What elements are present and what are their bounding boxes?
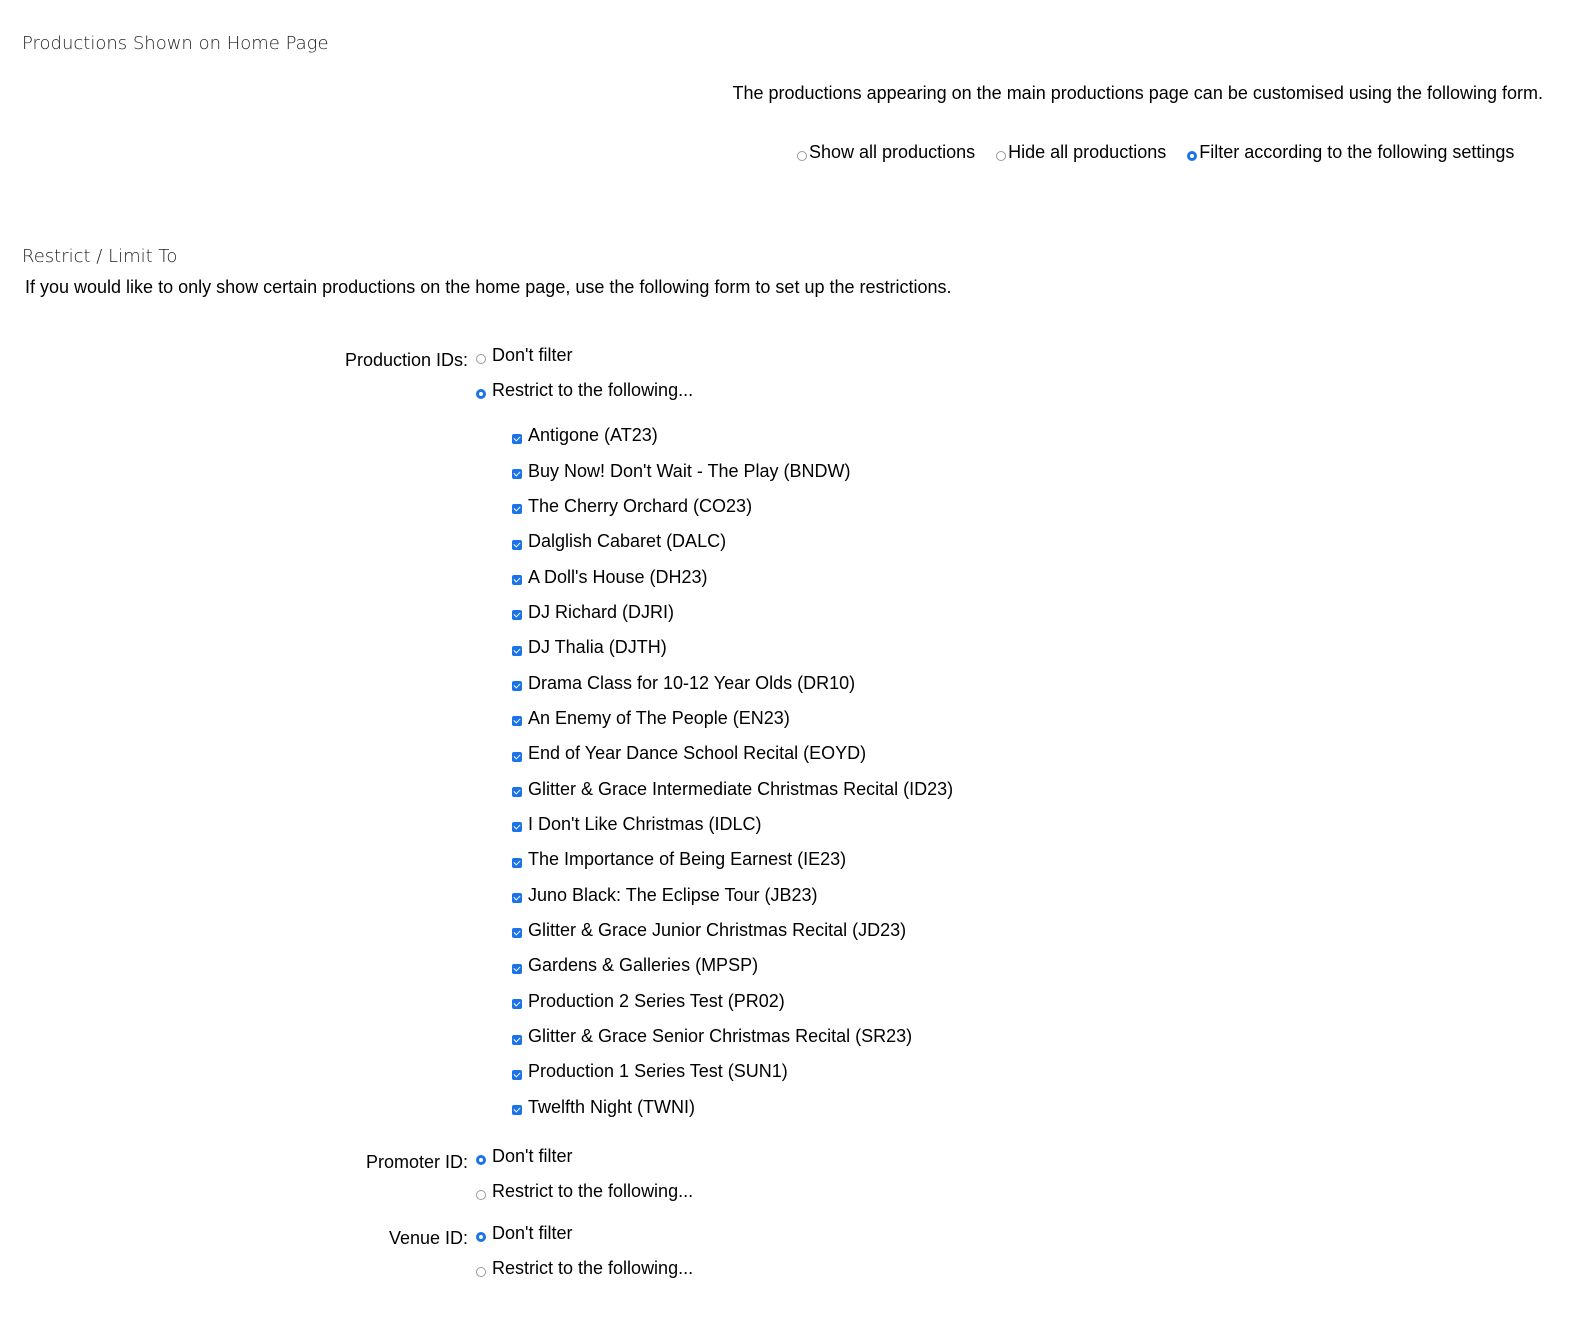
production-label: Buy Now! Don't Wait - The Play (BNDW) [528, 460, 851, 481]
production-ids-dont-filter-radio[interactable] [476, 354, 486, 364]
list-item[interactable] [512, 630, 953, 665]
filter-settings-option[interactable] [1187, 142, 1514, 163]
production-checkbox[interactable] [512, 575, 522, 585]
filter-settings-label: Filter according to the following settings [1199, 142, 1515, 162]
venue-id-dont-filter-option[interactable] [476, 1223, 572, 1244]
list-item[interactable] [512, 948, 953, 983]
list-item[interactable] [512, 807, 953, 842]
production-label: Dalglish Cabaret (DALC) [528, 531, 727, 552]
hide-all-radio[interactable] [996, 151, 1006, 161]
list-item[interactable] [512, 701, 953, 736]
list-item[interactable] [512, 984, 953, 1019]
production-label: Juno Black: The Eclipse Tour (JB23) [528, 884, 818, 905]
promoter-id-label: Promoter ID: [365, 1152, 468, 1172]
production-label: I Don't Like Christmas (IDLC) [528, 813, 762, 834]
list-item[interactable] [512, 1054, 953, 1089]
list-item[interactable] [512, 842, 953, 877]
list-item[interactable] [512, 595, 953, 630]
production-checkbox[interactable] [512, 469, 522, 479]
production-checkbox[interactable] [512, 646, 522, 656]
production-label: Drama Class for 10-12 Year Olds (DR10) [528, 672, 856, 693]
production-checkbox[interactable] [512, 787, 522, 797]
list-item[interactable] [512, 877, 953, 912]
production-checkbox[interactable] [512, 610, 522, 620]
section-title-productions-shown: Productions Shown on Home Page [22, 33, 329, 54]
production-ids-label: Production IDs: [344, 350, 468, 370]
production-ids-restrict-radio[interactable] [476, 389, 486, 399]
list-item[interactable] [512, 1019, 953, 1054]
production-checkbox[interactable] [512, 822, 522, 832]
production-label: The Importance of Being Earnest (IE23) [528, 849, 847, 870]
list-item[interactable] [512, 418, 953, 453]
production-checkbox[interactable] [512, 681, 522, 691]
promoter-id-restrict-option[interactable] [476, 1181, 693, 1202]
production-label: The Cherry Orchard (CO23) [528, 495, 753, 516]
production-checkbox[interactable] [512, 1070, 522, 1080]
promoter-id-restrict-label: Restrict to the following... [492, 1181, 694, 1201]
production-ids-restrict-option[interactable] [476, 380, 693, 401]
list-item[interactable] [512, 913, 953, 948]
production-label: Production 2 Series Test (PR02) [528, 990, 785, 1011]
show-all-label: Show all productions [809, 142, 976, 162]
production-ids-restrict-label: Restrict to the following... [492, 380, 694, 400]
list-item[interactable] [512, 736, 953, 771]
production-ids-dont-filter-option[interactable] [476, 345, 572, 366]
promoter-id-dont-filter-radio[interactable] [476, 1155, 486, 1165]
production-label: Glitter & Grace Junior Christmas Recital (JD23) [528, 919, 907, 940]
production-checkbox[interactable] [512, 752, 522, 762]
production-checkbox[interactable] [512, 504, 522, 514]
production-checkbox[interactable] [512, 893, 522, 903]
section-title-restrict: Restrict / Limit To [22, 246, 178, 267]
list-item[interactable] [512, 665, 953, 700]
restrict-description: If you would like to only show certain productions on the home page, use the following form to set up the restrictions. [25, 277, 952, 297]
production-checkbox[interactable] [512, 964, 522, 974]
list-item[interactable] [512, 1090, 953, 1125]
production-checkbox[interactable] [512, 540, 522, 550]
list-item[interactable] [512, 524, 953, 559]
venue-id-restrict-radio[interactable] [476, 1267, 486, 1277]
list-item[interactable] [512, 771, 953, 806]
promoter-id-restrict-radio[interactable] [476, 1190, 486, 1200]
list-item[interactable] [512, 559, 953, 594]
filter-settings-radio[interactable] [1187, 151, 1197, 161]
promoter-id-dont-filter-label: Don't filter [492, 1146, 573, 1166]
show-all-productions-option[interactable] [797, 142, 975, 163]
production-label: Production 1 Series Test (SUN1) [528, 1061, 788, 1082]
production-label: End of Year Dance School Recital (EOYD) [528, 743, 867, 764]
production-checkbox[interactable] [512, 1105, 522, 1115]
production-checkbox[interactable] [512, 1035, 522, 1045]
production-label: Twelfth Night (TWNI) [528, 1096, 696, 1117]
venue-id-restrict-label: Restrict to the following... [492, 1258, 694, 1278]
production-label: DJ Richard (DJRI) [528, 601, 675, 622]
production-checkbox[interactable] [512, 999, 522, 1009]
production-checkbox[interactable] [512, 858, 522, 868]
venue-id-dont-filter-label: Don't filter [492, 1223, 573, 1243]
production-label: An Enemy of The People (EN23) [528, 707, 790, 728]
hide-all-label: Hide all productions [1008, 142, 1167, 162]
production-checkbox[interactable] [512, 434, 522, 444]
production-checkbox[interactable] [512, 928, 522, 938]
venue-id-label: Venue ID: [388, 1228, 468, 1248]
list-item[interactable] [512, 453, 953, 488]
production-label: Antigone (AT23) [528, 425, 658, 446]
production-ids-dont-filter-label: Don't filter [492, 345, 573, 365]
production-label: DJ Thalia (DJTH) [528, 637, 667, 658]
venue-id-dont-filter-radio[interactable] [476, 1232, 486, 1242]
list-item[interactable] [512, 489, 953, 524]
production-checkbox[interactable] [512, 716, 522, 726]
production-label: A Doll's House (DH23) [528, 566, 708, 587]
venue-id-restrict-option[interactable] [476, 1258, 693, 1279]
production-checkbox-list [512, 418, 953, 1125]
hide-all-productions-option[interactable] [996, 142, 1166, 163]
productions-description: The productions appearing on the main productions page can be customised using the following form. [732, 83, 1543, 103]
production-label: Glitter & Grace Senior Christmas Recital (SR23) [528, 1026, 913, 1047]
production-label: Glitter & Grace Intermediate Christmas Recital (ID23) [528, 778, 954, 799]
promoter-id-dont-filter-option[interactable] [476, 1146, 572, 1167]
production-label: Gardens & Galleries (MPSP) [528, 955, 759, 976]
display-mode-radio-group [797, 142, 1530, 166]
show-all-radio[interactable] [797, 151, 807, 161]
